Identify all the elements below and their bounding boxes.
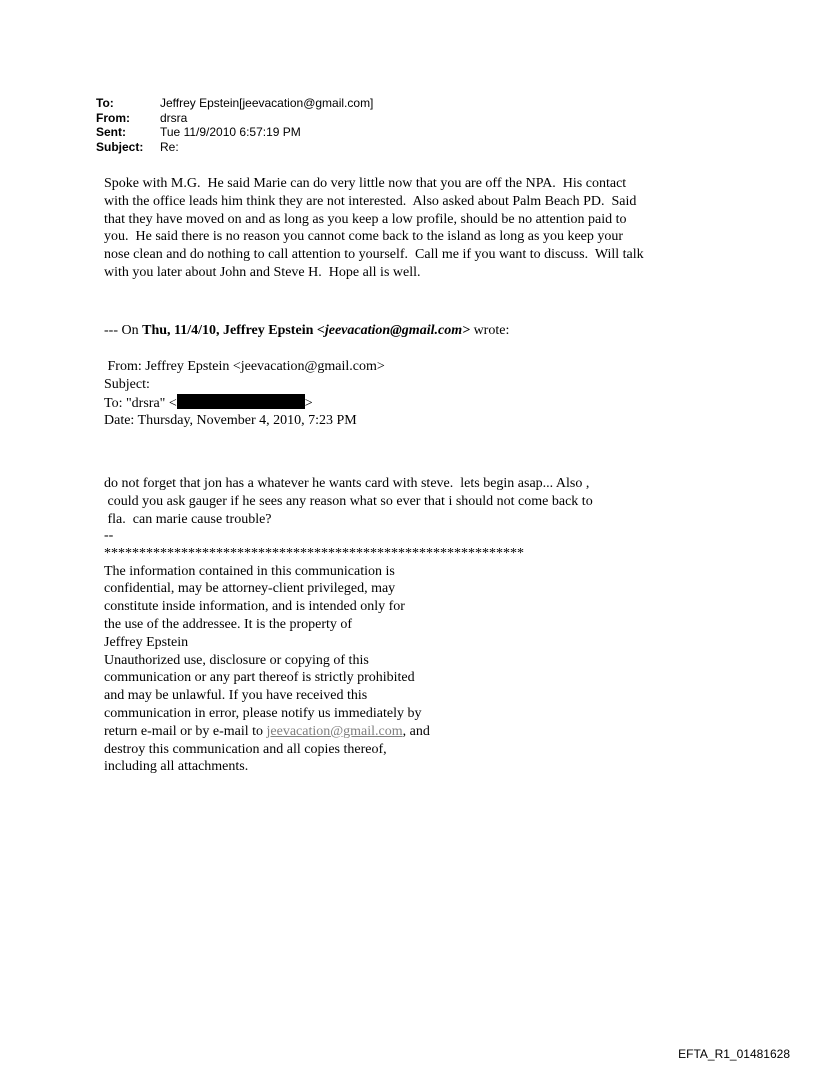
signature-line: Jeffrey Epstein [104,634,189,650]
signature-return-line [104,723,524,741]
signature-line: destroy this communication and all copies thereof, [104,741,387,757]
quoted-message [104,475,593,528]
signature-line: and may be unlawful. If you have received this [104,688,368,704]
signature-line: The information contained in this communication is [104,563,395,579]
email-header [96,96,373,154]
signature-line: the use of the addressee. It is the property of [104,616,353,632]
reply-body [104,175,644,282]
fwd-from-line: From: Jeffrey Epstein <jeevacation@gmail.com> [104,359,385,374]
fwd-to-prefix: To: "drsra" < [104,395,177,411]
from-row [96,111,373,126]
fwd-to-suffix: > [304,395,313,411]
signature-line: Unauthorized use, disclosure or copying of this [104,652,369,668]
fwd-date-line: Date: Thursday, November 4, 2010, 7:23 PM [104,413,357,429]
signature-dashes: -- [104,528,114,543]
quoted-line: do not forget that jon has a whatever he wants card with steve. lets begin asap... Also , [104,476,590,491]
from-label: From: [96,110,130,125]
return-suffix: , and [402,723,430,739]
signature-line: constitute inside information, and is intended only for [104,599,405,615]
signature-line: communication in error, please notify us immediately by [104,705,422,721]
body-line: with you later about John and Steve H. Hope all is well. [104,264,421,280]
signature-line: communication or any part thereof is strictly prohibited [104,670,415,686]
forwarded-headers [104,358,385,430]
subject-value: Re: [160,139,179,154]
to-value: Jeffrey Epstein[jeevacation@gmail.com] [160,96,374,110]
signature-stars: ************************************************************ [104,545,524,561]
subject-row [96,140,373,155]
sent-row [96,125,373,140]
sent-value: Tue 11/9/2010 6:57:19 PM [160,125,301,139]
signature-line: confidential, may be attorney-client privileged, may [104,581,396,597]
on-email: <jeevacation@gmail.com> [316,323,471,338]
to-row [96,96,373,111]
redaction-box [177,394,305,409]
quote-attribution [104,322,509,340]
fwd-to-line [104,394,385,413]
signature-line: including all attachments. [104,759,249,775]
sent-label: Sent: [96,125,126,139]
to-label: To: [96,96,114,110]
subject-label: Subject: [96,139,144,154]
on-date: Thu, 11/4/10, Jeffrey Epstein [142,323,317,338]
confidentiality-signature [104,527,524,776]
on-prefix: --- On [104,323,143,338]
return-prefix: return e-mail or by e-mail to [104,723,267,739]
email-link[interactable]: jeevacation@gmail.com [266,723,403,739]
quoted-line: could you ask gauger if he sees any reason what so ever that i should not come back to [104,493,593,509]
body-line: that they have moved on and as long as you keep a low profile, should be no attention paid to [104,211,627,227]
body-line: nose clean and do nothing to call attention to yourself. Call me if you want to discuss. Will talk [104,247,644,263]
from-value: drsra [160,110,188,125]
quoted-line: fla. can marie cause trouble? [104,511,272,527]
body-line: Spoke with M.G. He said Marie can do very little now that you are off the NPA. His contact [104,176,627,191]
on-suffix: wrote: [470,323,510,338]
bates-number: EFTA_R1_01481628 [678,1047,790,1061]
body-line: you. He said there is no reason you cannot come back to the island as long as you keep your [104,229,624,245]
fwd-subject-line: Subject: [104,376,150,392]
body-line: with the office leads him think they are not interested. Also asked about Palm Beach PD. Said [104,193,637,209]
